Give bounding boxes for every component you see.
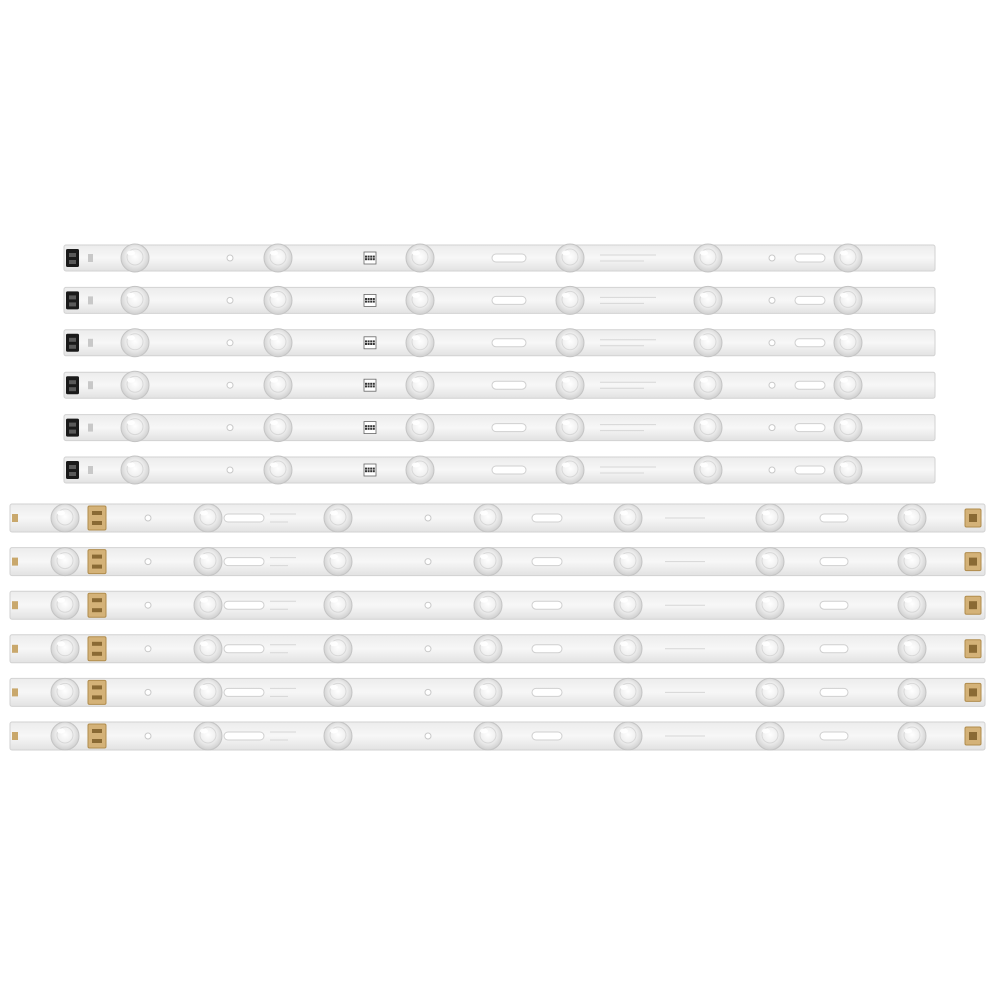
mounting-hole: [769, 467, 775, 473]
led-lens: [406, 329, 434, 357]
mounting-slot: [795, 254, 825, 262]
mounting-slot: [492, 424, 526, 432]
gold-connector: [965, 727, 981, 745]
led-lens: [194, 635, 222, 663]
mounting-slot: [492, 339, 526, 347]
led-lens: [756, 591, 784, 619]
led-lens: [121, 456, 149, 484]
edge-pad: [12, 601, 18, 609]
gold-connector: [88, 637, 106, 661]
led-lens: [756, 722, 784, 750]
led-lens: [898, 722, 926, 750]
mounting-hole: [425, 733, 431, 739]
led-lens: [406, 371, 434, 399]
solder-pad: [88, 296, 93, 304]
qr-label: [364, 294, 376, 306]
led-lens: [756, 548, 784, 576]
gold-connector: [88, 550, 106, 574]
mounting-hole: [769, 382, 775, 388]
gold-connector: [965, 683, 981, 701]
mounting-hole: [227, 382, 233, 388]
mounting-slot: [795, 466, 825, 474]
gold-connector: [88, 724, 106, 748]
led-lens: [194, 504, 222, 532]
led-lens: [51, 548, 79, 576]
mounting-slot: [224, 688, 264, 696]
lower-strip: [10, 504, 985, 532]
upper-strip: [64, 414, 935, 442]
led-lens: [264, 329, 292, 357]
led-lens: [51, 722, 79, 750]
mounting-hole: [425, 515, 431, 521]
edge-pad: [12, 645, 18, 653]
gold-connector: [965, 640, 981, 658]
led-lens: [614, 548, 642, 576]
mounting-slot: [224, 601, 264, 609]
mounting-hole: [145, 646, 151, 652]
mounting-slot: [795, 296, 825, 304]
led-lens: [51, 591, 79, 619]
mounting-slot: [820, 732, 848, 740]
mounting-hole: [145, 733, 151, 739]
led-lens: [614, 504, 642, 532]
led-lens: [474, 504, 502, 532]
led-lens: [614, 678, 642, 706]
mounting-hole: [145, 515, 151, 521]
gold-connector: [965, 553, 981, 571]
led-lens: [264, 414, 292, 442]
led-lens: [834, 286, 862, 314]
led-lens: [556, 329, 584, 357]
led-lens: [264, 456, 292, 484]
led-lens: [51, 678, 79, 706]
mounting-slot: [224, 558, 264, 566]
mounting-slot: [820, 558, 848, 566]
edge-pad: [12, 558, 18, 566]
mounting-slot: [795, 381, 825, 389]
lower-strip-set: [10, 504, 985, 750]
led-lens: [121, 329, 149, 357]
solder-pad: [88, 466, 93, 474]
mounting-hole: [425, 646, 431, 652]
mounting-slot: [224, 732, 264, 740]
led-lens: [834, 371, 862, 399]
qr-label: [364, 379, 376, 391]
gold-connector: [965, 509, 981, 527]
mounting-slot: [532, 558, 562, 566]
led-lens: [756, 504, 784, 532]
lower-strip: [10, 678, 985, 706]
qr-label: [364, 337, 376, 349]
led-lens: [194, 591, 222, 619]
led-lens: [556, 286, 584, 314]
led-lens: [121, 414, 149, 442]
mounting-hole: [227, 297, 233, 303]
upper-strip: [64, 244, 935, 272]
mounting-slot: [820, 601, 848, 609]
led-lens: [474, 722, 502, 750]
led-lens: [324, 722, 352, 750]
led-lens: [834, 456, 862, 484]
led-lens: [556, 414, 584, 442]
led-lens: [324, 678, 352, 706]
led-lens: [898, 548, 926, 576]
upper-strip: [64, 371, 935, 399]
led-lens: [121, 286, 149, 314]
gold-connector: [88, 593, 106, 617]
gold-connector: [88, 506, 106, 530]
led-lens: [756, 635, 784, 663]
black-connector: [66, 334, 79, 352]
qr-label: [364, 464, 376, 476]
mounting-hole: [425, 559, 431, 565]
led-lens: [194, 548, 222, 576]
qr-label: [364, 422, 376, 434]
black-connector: [66, 249, 79, 267]
upper-strip: [64, 286, 935, 314]
led-lens: [898, 635, 926, 663]
lower-strip: [10, 722, 985, 750]
mounting-hole: [227, 255, 233, 261]
mounting-hole: [769, 255, 775, 261]
led-lens: [898, 504, 926, 532]
led-lens: [834, 329, 862, 357]
led-lens: [694, 286, 722, 314]
upper-strip-set: [64, 244, 935, 484]
lower-strip: [10, 635, 985, 663]
led-lens: [474, 635, 502, 663]
solder-pad: [88, 424, 93, 432]
led-lens: [474, 678, 502, 706]
black-connector: [66, 291, 79, 309]
mounting-hole: [227, 467, 233, 473]
mounting-hole: [145, 602, 151, 608]
mounting-slot: [820, 688, 848, 696]
led-lens: [406, 286, 434, 314]
led-lens: [614, 591, 642, 619]
led-lens: [834, 414, 862, 442]
mounting-hole: [145, 559, 151, 565]
led-lens: [264, 286, 292, 314]
mounting-slot: [492, 466, 526, 474]
edge-pad: [12, 688, 18, 696]
led-lens: [194, 722, 222, 750]
led-lens: [324, 504, 352, 532]
qr-label: [364, 252, 376, 264]
mounting-slot: [532, 645, 562, 653]
mounting-hole: [425, 602, 431, 608]
led-lens: [474, 591, 502, 619]
led-lens: [324, 591, 352, 619]
led-lens: [324, 635, 352, 663]
led-lens: [51, 635, 79, 663]
edge-pad: [12, 732, 18, 740]
mounting-slot: [532, 514, 562, 522]
led-lens: [556, 371, 584, 399]
led-lens: [324, 548, 352, 576]
edge-pad: [12, 514, 18, 522]
led-lens: [556, 456, 584, 484]
led-lens: [694, 371, 722, 399]
lower-strip: [10, 548, 985, 576]
solder-pad: [88, 254, 93, 262]
mounting-hole: [769, 297, 775, 303]
mounting-slot: [224, 645, 264, 653]
mounting-slot: [492, 381, 526, 389]
mounting-slot: [532, 732, 562, 740]
mounting-hole: [769, 425, 775, 431]
led-lens: [694, 456, 722, 484]
led-lens: [194, 678, 222, 706]
led-lens: [898, 591, 926, 619]
lower-strip: [10, 591, 985, 619]
black-connector: [66, 376, 79, 394]
mounting-slot: [492, 254, 526, 262]
mounting-hole: [425, 689, 431, 695]
mounting-slot: [532, 601, 562, 609]
led-lens: [51, 504, 79, 532]
led-lens: [406, 456, 434, 484]
led-lens: [694, 329, 722, 357]
led-lens: [121, 371, 149, 399]
upper-strip: [64, 456, 935, 484]
mounting-slot: [532, 688, 562, 696]
led-lens: [694, 244, 722, 272]
black-connector: [66, 461, 79, 479]
gold-connector: [965, 596, 981, 614]
led-lens: [834, 244, 862, 272]
led-lens: [614, 635, 642, 663]
led-lens: [264, 244, 292, 272]
led-lens: [406, 414, 434, 442]
mounting-hole: [227, 425, 233, 431]
mounting-slot: [492, 296, 526, 304]
mounting-hole: [145, 689, 151, 695]
led-lens: [264, 371, 292, 399]
mounting-hole: [227, 340, 233, 346]
mounting-slot: [795, 424, 825, 432]
mounting-hole: [769, 340, 775, 346]
mounting-slot: [820, 645, 848, 653]
led-lens: [474, 548, 502, 576]
upper-strip: [64, 329, 935, 357]
led-lens: [406, 244, 434, 272]
solder-pad: [88, 339, 93, 347]
mounting-slot: [820, 514, 848, 522]
led-lens: [556, 244, 584, 272]
black-connector: [66, 419, 79, 437]
led-lens: [614, 722, 642, 750]
led-lens: [694, 414, 722, 442]
led-lens: [121, 244, 149, 272]
gold-connector: [88, 680, 106, 704]
led-lens: [898, 678, 926, 706]
led-lens: [756, 678, 784, 706]
solder-pad: [88, 381, 93, 389]
mounting-slot: [795, 339, 825, 347]
mounting-slot: [224, 514, 264, 522]
